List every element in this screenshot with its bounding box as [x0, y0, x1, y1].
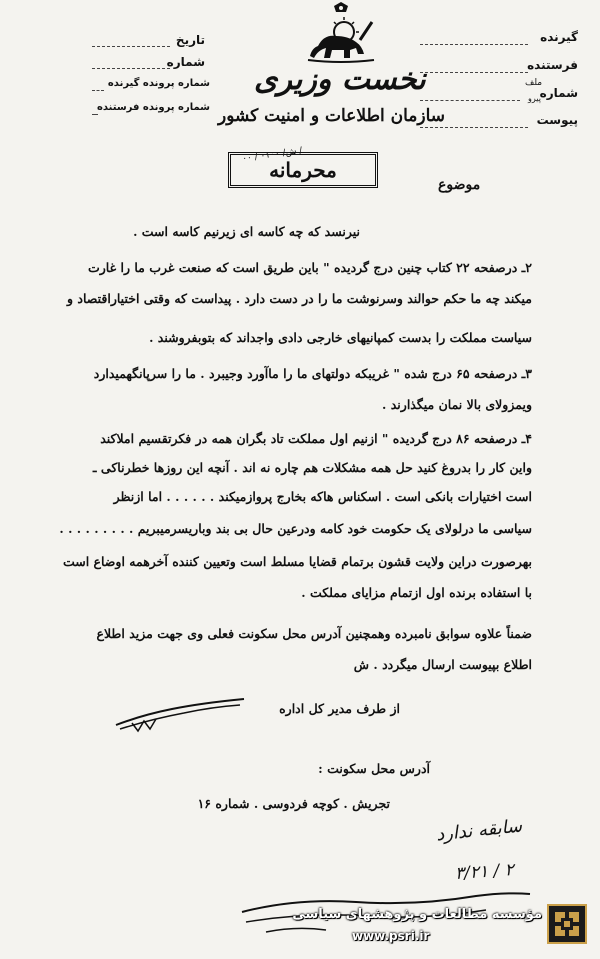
body-line-9: است اختیارات بانکی است . اسکناس هاکه بخارج پروازمیکند . . . . . . اما ازنظر: [113, 489, 532, 504]
sender-line: [420, 72, 528, 73]
subject-label: موضوع: [438, 177, 481, 193]
body-line-3: میکند چه ما حکم حوالند وسرنوشت ما را در دست دارد . پیداست که وقتی اختیاراقتصاد و: [67, 291, 532, 306]
handwritten-date: ۳/۲۱ / ۲: [454, 859, 515, 885]
recipient-label: گیرنده: [540, 30, 578, 44]
org-title: نخست وزیری: [254, 62, 426, 97]
attachment-line: [420, 127, 528, 128]
recipient-file-label: شماره پرونده گیرنده: [107, 78, 210, 89]
body-line-4: سیاست مملکت را بدست کمپانیهای خارجی دادی واجداند که بتوبفروشند .: [149, 330, 532, 345]
sender-file-line: [92, 114, 98, 115]
date-label: تاریخ: [175, 33, 205, 47]
address-text: تجریش . کوچه فردوسی . شماره ۱۶: [197, 796, 390, 811]
body-line-1: نیرنسد که چه کاسه ای زیرنیم کاسه است .: [133, 224, 360, 239]
body-line-8: واین کار را بدروغ کنید حل همه مشکلات هم چاره نه اند . آنچه این روزها خطرناکی ـ: [92, 460, 532, 475]
signature-scribble-icon: [112, 695, 252, 735]
number-mark-2: پیرو: [528, 94, 541, 103]
attachment-label: پیوست: [536, 113, 578, 127]
classification-text: محرمانه: [269, 158, 337, 182]
sender-label: فرستنده: [527, 58, 578, 72]
address-label: آدرس محل سکونت :: [318, 761, 430, 776]
body-line-2: ۲ـ درصفحه ۲۲ کتاب چنین درج گردیده " باین طریق است که صنعت غرب ما را غارت: [87, 260, 532, 275]
sender-file-label: شماره پرونده فرستنده: [97, 102, 210, 113]
org-subtitle: سازمان اطلاعات و امنیت کشور: [218, 106, 446, 126]
body-line-10: سیاسی ما درلولای یک حکومت خود کامه ودرعین حال بی بند وباریسرمیبریم . . . . . . . . .: [59, 521, 532, 536]
body-line-12: با استفاده برنده اول ازتمام مزایای مملکت .: [301, 585, 532, 600]
body-line-5: ۳ـ درصفحه ۶۵ درج شده " غریبکه دولتهای ما را ماآورد وجیبرد . ما را سرپانگهمیدارد: [93, 366, 532, 381]
closing-text: از طرف مدیر کل اداره: [279, 701, 400, 716]
left-number-line: [92, 68, 170, 69]
number-line: [420, 100, 520, 101]
body-line-11: بهرصورت دراین ولایت قشون برتمام قضایا مسلط است وتعیین کننده آخرهمه اوضاع است: [62, 554, 532, 569]
body-line-13: ضمناً علاوه سوابق نامبرده وهمچنین آدرس محل سکونت فعلی وی جهت مزید اطلاع: [96, 626, 532, 641]
watermark-org-name: مؤسسه مطالعات و پژوهشهای سیاسی: [292, 907, 542, 922]
left-number-label: شماره: [166, 55, 205, 69]
body-line-14: اطلاع بپیوست ارسال میگردد . ش: [353, 657, 532, 672]
number-label: شماره: [539, 86, 578, 100]
number-mark-1: ملف: [525, 78, 543, 88]
recipient-line: [420, 44, 528, 45]
body-line-7: ۴ـ درصفحه ۸۶ درج گردیده " ازنیم اول مملکت تاد بگران همه در فکرتقسیم املاکند: [100, 431, 532, 446]
date-line: [92, 46, 170, 47]
stamp-number: ش/ ۰۱۰۰ / ۰۰ /: [241, 145, 303, 165]
handwritten-note: سابقه ندارد: [434, 815, 523, 846]
body-line-6: ویمزولای بالا نمان میگذارند .: [382, 397, 532, 412]
recipient-file-line: [92, 90, 104, 91]
watermark-url: www.psri.ir: [352, 929, 430, 943]
lion-and-sun-emblem-icon: [306, 2, 376, 64]
classification-stamp: [228, 152, 378, 188]
psri-logo-icon: [547, 904, 587, 944]
